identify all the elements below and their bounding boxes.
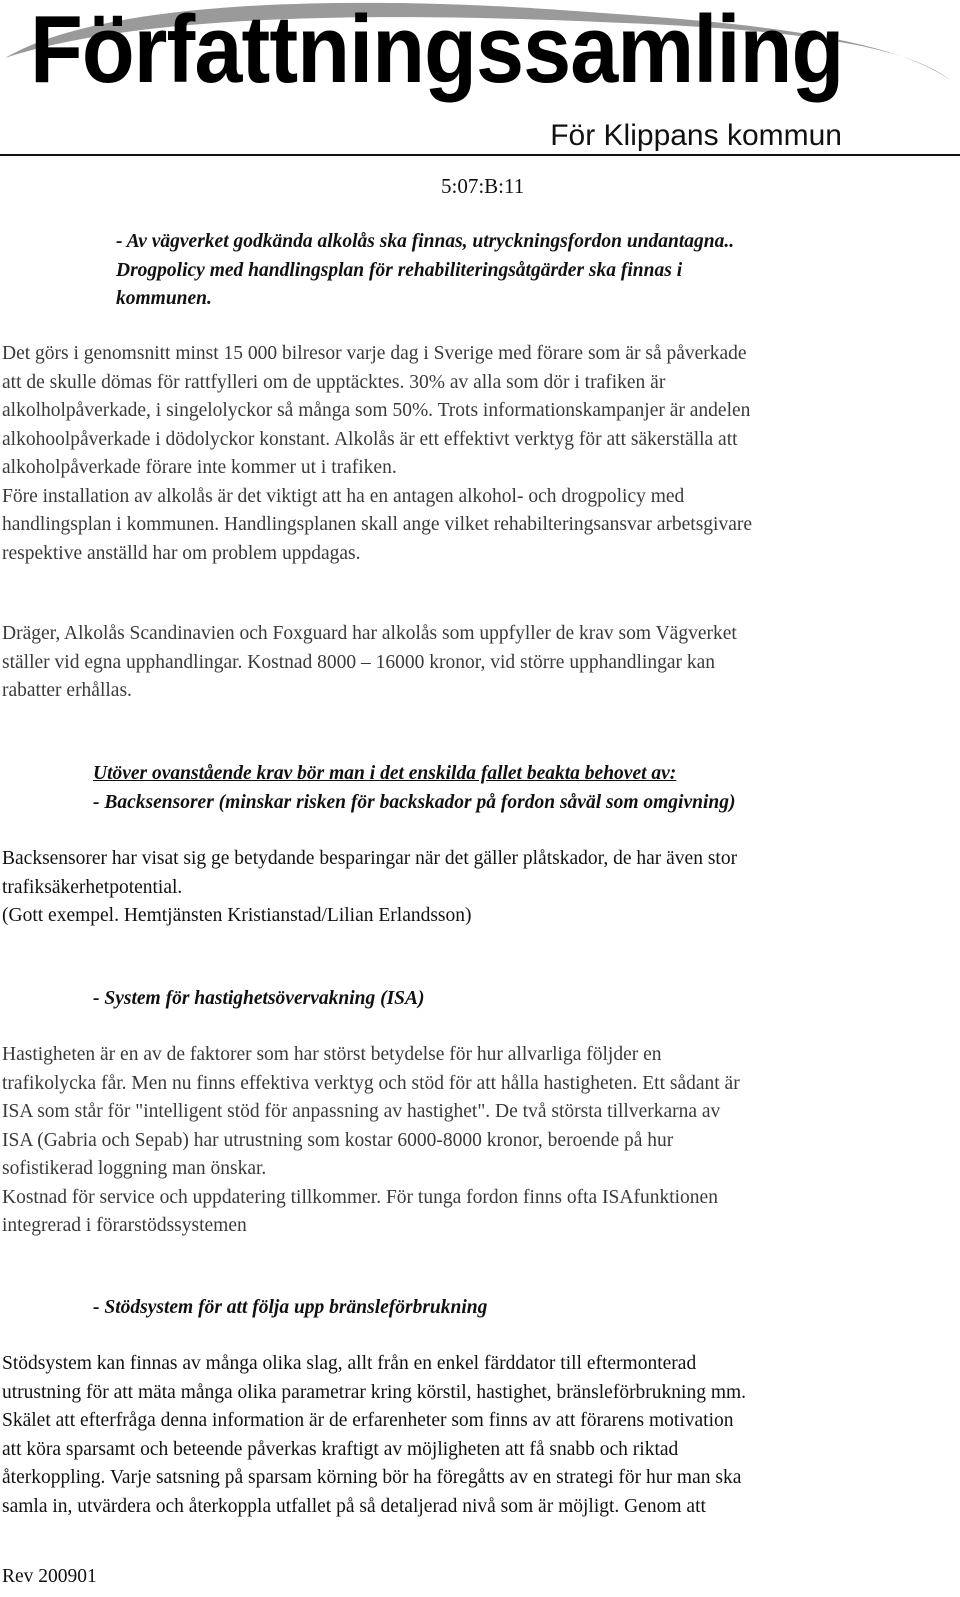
text-line: Skälet att efterfråga denna information är de erfarenheter som finns av att förarens motivation — [2, 1410, 734, 1431]
text-line: Hastigheten är en av de faktorer som har störst betydelse för hur allvarliga följder en — [2, 1044, 662, 1065]
section-fuel-heading: - Stödsystem för att följa upp bränsleförbrukning — [93, 1297, 488, 1318]
requirement-line: kommunen. — [116, 288, 212, 309]
text-line: Det görs i genomsnitt minst 15 000 bilresor varje dag i Sverige med förare som är så påverkade — [2, 343, 747, 364]
section-heading: Utöver ovanstående krav bör man i det enskilda fallet beakta behovet av: — [93, 763, 677, 784]
intro-requirement — [116, 228, 916, 314]
text-line: Stödsystem kan finnas av många olika slag, allt från en enkel färddator till eftermonterad — [2, 1353, 697, 1374]
text-line: trafikolycka får. Men nu finns effektiva verktyg och stöd för att hålla hastigheten. Ett sådant är — [2, 1072, 740, 1094]
text-line: Kostnad för service och uppdatering tillkommer. För tunga fordon finns ofta ISAfunktionen — [2, 1186, 718, 1208]
text-line: ISA som står för "intelligent stöd för anpassning av hastighet". De två största tillverkarna av — [2, 1101, 721, 1122]
paragraph-backsensors — [2, 845, 952, 931]
text-line: alkolholpåverkade, i singelolyckor så många som 50%. Trots informationskampanjer är andelen — [2, 400, 751, 421]
banner-subtitle: För Klippans kommun — [550, 119, 842, 152]
text-line: att köra sparsamt och beteende påverkas kraftigt av möjligheten att få snabb och riktad — [2, 1438, 679, 1460]
text-line: sofistikerad loggning man önskar. — [2, 1158, 267, 1179]
text-line: trafiksäkerhetpotential. — [2, 876, 183, 898]
paragraph-fuel — [2, 1350, 952, 1521]
text-line: Dräger, Alkolås Scandinavien och Foxguard har alkolås som uppfyller de krav som Vägverket — [2, 623, 737, 644]
paragraph-vendors — [2, 620, 952, 706]
section-isa-heading: - System för hastighetsövervakning (ISA) — [93, 988, 425, 1009]
text-line: utrustning för att mäta många olika parametrar kring körstil, hastighet, bränsleförbrukning mm. — [2, 1381, 747, 1403]
text-line: samla in, utvärdera och återkoppla utfallet på så detaljerad nivå som är möjligt. Genom att — [2, 1495, 706, 1517]
footer-revision: Rev 200901 — [2, 1566, 97, 1587]
text-line: rabatter erhållas. — [2, 680, 132, 701]
text-line: integrerad i förarstödssystemen — [2, 1215, 247, 1236]
text-line: ISA (Gabria och Sepab) har utrustning som kostar 6000-8000 kronor, beroende på hur — [2, 1129, 674, 1151]
text-line: (Gott exempel. Hemtjänsten Kristianstad/Lilian Erlandsson) — [2, 905, 472, 926]
text-line: återkoppling. Varje satsning på sparsam körning bör ha föregåtts av en strategi för hur man ska — [2, 1467, 742, 1488]
section-extra — [93, 760, 943, 817]
text-line: alkohoolpåverkade i dödolyckor konstant. Alkolås är ett effektivt verktyg för att säkerställa att — [2, 428, 738, 450]
paragraph-alcolock — [2, 340, 952, 568]
section-item: - Backsensorer (minskar risken för backskador på fordon såväl som omgivning) — [93, 791, 736, 813]
text-line: att de skulle dömas för rattfylleri om de upptäcktes. 30% av alla som dör i trafiken är — [2, 371, 666, 393]
text-line: handlingsplan i kommunen. Handlingsplanen skall ange vilket rehabilteringsansvar arbetsgivare — [2, 514, 753, 535]
text-line: Backsensorer har visat sig ge betydande besparingar när det gäller plåtskador, de har även stor — [2, 848, 738, 869]
text-line: respektive anställd har om problem uppdagas. — [2, 542, 361, 564]
text-line: alkoholpåverkade förare inte kommer ut i trafiken. — [2, 457, 397, 478]
text-line: ställer vid egna upphandlingar. Kostnad 8000 – 16000 kronor, vid större upphandlingar kan — [2, 651, 715, 673]
page-number: 5:07:B:11 — [441, 174, 525, 198]
text-line: Före installation av alkolås är det viktigt att ha en antagen alkohol- och drogpolicy med — [2, 485, 685, 507]
requirement-line: Drogpolicy med handlingsplan för rehabiliteringsåtgärder ska finnas i — [116, 259, 683, 281]
requirement-line: - Av vägverket godkända alkolås ska finnas, utryckningsfordon undantagna.. — [116, 231, 735, 252]
header-rule — [0, 154, 960, 156]
paragraph-isa — [2, 1041, 952, 1241]
banner-title: Författningssamling — [30, 0, 844, 103]
